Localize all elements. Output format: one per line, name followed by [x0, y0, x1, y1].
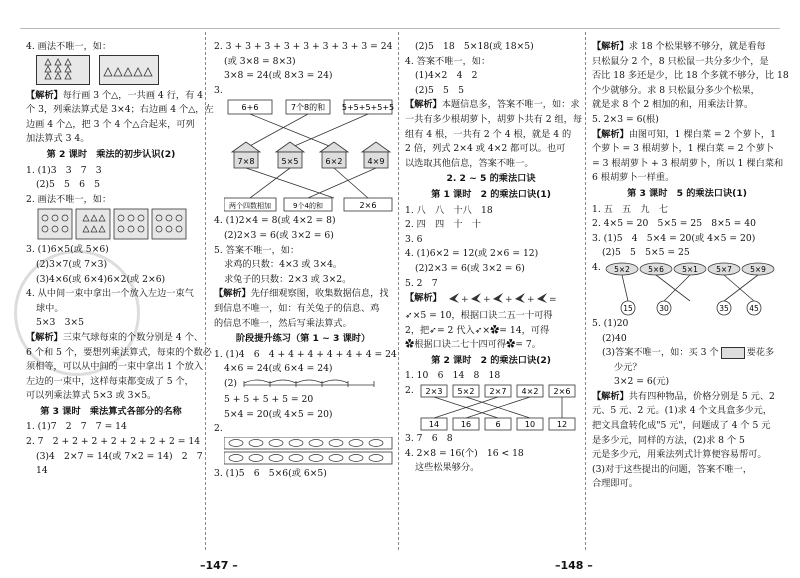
answer-line: (2)3×7(或 7×3): [36, 258, 108, 270]
section-title: 第 2 课时 乘法的初步认识(2): [46, 148, 176, 160]
analysis-text: 6 个和 5 个，要想列乘法算式，每束的个数必: [26, 346, 212, 358]
analysis-text: (3)对于这些提出的问题，答案不唯一，: [592, 463, 753, 475]
match-label: 2×6: [553, 387, 571, 397]
answer-line: 求兔子的只数：2×3 或 3×2。: [224, 273, 352, 285]
lotus-label: 5×2: [613, 264, 630, 274]
answer-line: (2)2×3 = 6(或 3×2 = 6): [415, 262, 525, 274]
analysis-tag: 【解析】: [405, 292, 442, 304]
analysis-text: 求 18 个松果够不够分，就是看每: [628, 41, 766, 52]
analysis-text: 以选取其他信息，答案不唯一。: [405, 157, 534, 169]
answer-line: 3. (1)5 6 5×6(或 6×5): [214, 467, 327, 479]
answer-line: 1. 10 6 14 8 18: [405, 370, 501, 382]
analysis-text: 三束气球每束的个数分别是 4 个、: [62, 331, 204, 343]
triangle-grid-icon: [37, 56, 89, 84]
bubble-label: 45: [748, 303, 759, 313]
analysis-text: = 14，可得: [499, 324, 550, 336]
match-label: 14: [428, 420, 439, 430]
column-4: [592, 40, 789, 492]
shell-icon: ✿: [405, 339, 415, 351]
answer-line: (2): [224, 377, 238, 389]
house-label: 5×5: [281, 157, 299, 167]
svg-text:=: =: [548, 295, 557, 306]
match-label: 4×2: [521, 387, 539, 397]
answer-line: (1)4×2 4 2: [415, 70, 478, 82]
analysis-text: 元是多少元，用乘法列式计算便容易帮可。: [592, 449, 767, 461]
shell-icon: ✿: [490, 324, 500, 336]
column-2: [214, 40, 397, 481]
answer-line: (3)4×6(或 6×4)6×2(或 2×6): [36, 273, 166, 285]
section-title: 第 3 课时 乘法算式各部分的名称: [40, 405, 182, 417]
analysis-text: 2，把: [405, 324, 430, 336]
analysis-tag: 【解析】: [405, 99, 442, 111]
analysis-text: 加法算式 3 4。: [26, 133, 90, 145]
circle-rows-icon: [224, 437, 394, 465]
house-icons: [232, 142, 390, 168]
pencil-case-icon: [721, 347, 745, 359]
answer-line: (3)4 2×7 = 14(或 7×2 = 14) 2 7: [36, 450, 203, 462]
analysis-tag: 【解析】: [26, 331, 63, 343]
analysis-text: 个 3，列乘法算式是 3×4；右边画 4 个△，左: [26, 104, 214, 116]
answer-line: (或 3×8 = 8×3): [224, 55, 296, 67]
analysis-text: 根据口诀二七十四可得: [414, 339, 507, 351]
answer-line: 4×6 = 24(或 6×4 = 24): [224, 363, 333, 375]
svg-text:+: +: [526, 295, 535, 306]
answer-line: 1. (1)7 2 7 7 = 14: [26, 421, 127, 433]
lotus-label: 5×9: [749, 264, 766, 274]
analysis-text: 是多少元，同样的方法，(2)求 8 个 5: [592, 434, 745, 446]
answer-line: 5×3 3×5: [36, 317, 84, 329]
match-label: 5+5+5+5+5: [341, 103, 394, 113]
analysis-text: 2 倍，列式 2×4 或 4×2 都可以。也可: [405, 143, 566, 155]
answer-line: 2. 四 四 十 十: [405, 219, 481, 231]
fish-bubbles: [621, 301, 761, 315]
bubble-label: 15: [622, 303, 633, 313]
answer-line: (2)5 5 6 5: [36, 179, 100, 191]
analysis-text: 合理即可。: [592, 478, 638, 490]
section-title: 2. 2 ~ 5 的乘法口诀: [446, 173, 536, 185]
answer-line: (2)2×3 = 6(或 3×2 = 6): [224, 229, 334, 241]
analysis-tag: 【解析】: [592, 390, 629, 402]
analysis-text: 一共有多少根胡萝卜，胡萝卜共有 2 组，每: [405, 113, 583, 125]
lotus-label: 5×6: [647, 264, 664, 274]
answer-line: (3)答案不唯一，如：买 3 个: [602, 347, 719, 359]
answer-line: 14: [36, 465, 48, 477]
match-label: 2×6: [359, 201, 377, 211]
grouped-shapes-icon: [36, 207, 196, 241]
match-label: 两个四数相加: [229, 202, 271, 211]
circle-rows: [214, 437, 392, 467]
answer-line: 3. (1)6×5(或 5×6): [26, 244, 109, 256]
match-label: 12: [556, 420, 567, 430]
circle-figures: [26, 207, 196, 243]
answer-line: 4. 2×8 = 16(个) 16 < 18: [405, 447, 524, 459]
answer-line: 2.: [405, 385, 414, 397]
answer-line: 2. 7 2 + 2 + 2 + 2 + 2 + 2 + 2 = 14: [26, 436, 201, 448]
analysis-text: 由图可知，1 棵白菜 = 2 个萝卜，1: [628, 128, 776, 140]
analysis-text: 须相等，可以从中间的一束中拿出 1 个放入: [26, 361, 204, 373]
svg-text:+: +: [482, 295, 491, 306]
answer-line: 这些松果够分。: [415, 462, 480, 474]
triangle-row-box: [99, 55, 159, 85]
match-label: 16: [460, 420, 471, 430]
analysis-tag: 【解析】: [592, 41, 629, 52]
analysis-text: 本题信息多，答案不唯一，如：求: [441, 99, 580, 111]
analysis-text: 6 根胡萝卜一样重。: [592, 172, 675, 184]
answer-line: 2. 3 + 3 + 3 + 3 + 3 + 3 + 3 + 3 = 24: [214, 41, 393, 52]
bubble-label: 35: [718, 303, 729, 313]
analysis-text: 否比 18 多还是少，比 18 个多就不够分，比 18: [592, 70, 789, 82]
swallow-birds-icon: [445, 291, 565, 305]
bubble-label: 30: [658, 303, 669, 313]
house-label: 6×2: [325, 157, 343, 167]
house-label: 4×9: [367, 157, 385, 167]
analysis-text: 到信息不唯一，如：有关兔子的信息、鸡: [214, 302, 380, 314]
column-divider: [398, 32, 399, 550]
house-label: 7×8: [237, 157, 255, 167]
analysis-text: 每行画 3 个△，一共画 4 行，有 4: [62, 89, 204, 101]
analysis-text: ×: [482, 324, 491, 336]
answer-line: 4. (1)2×4 = 8(或 4×2 = 8): [214, 215, 336, 227]
match-label: 9个4的和: [293, 202, 323, 211]
column-divider: [585, 32, 586, 550]
answer-line: 2.: [214, 423, 223, 435]
section-title: 第 3 课时 5 的乘法口诀(1): [627, 187, 747, 199]
triangle-row-icon: [100, 56, 158, 84]
analysis-text: ×5 = 10，根据口诀二五一十可得: [412, 310, 553, 322]
answer-line: (2)5 5 5×5 = 25: [602, 247, 690, 259]
analysis-text: 先仔细观察图，收集数据信息，找: [250, 288, 389, 300]
page-number-left: –147 –: [200, 559, 238, 572]
section-title: 第 2 课时 2 的乘法口诀(2): [431, 354, 551, 366]
match-label: 2×3: [425, 387, 443, 397]
analysis-text: 把文具盒转化成"5 元"，问题成了 4 个 5 元: [592, 420, 771, 432]
analysis-text: 组有 4 根，一共有 2 个 4 根，就是 4 的: [405, 128, 572, 140]
analysis-text: 个少就够分。求 8 只松鼠分多少个松果，: [592, 84, 760, 96]
shell-icon: ✿: [506, 339, 516, 351]
answer-line: 1. 八 八 十八 18: [405, 204, 493, 216]
answer-line: 求鸡的只数：4×3 或 3×4。: [224, 259, 343, 271]
answer-line: 4.: [592, 261, 601, 273]
section-title: 阶段提升练习（第 1 ~ 3 课时）: [235, 333, 371, 345]
match-label: 2×7: [489, 387, 507, 397]
analysis-text: 个萝卜 = 3 根胡萝卜，1 棵白菜 = 2 个萝卜: [592, 143, 774, 155]
analysis-text: 可以列乘法算式 5×3 或 3×5。: [26, 390, 157, 402]
match-label: 6: [495, 420, 501, 430]
column-divider: [205, 32, 206, 550]
answer-line: 5×4 = 20(或 4×5 = 20): [224, 408, 333, 420]
answer-line: (2)5 18 5×18(或 18×5): [415, 41, 534, 52]
matching-diagram: [405, 384, 577, 432]
analysis-text: = 3 根胡萝卜 + 3 根胡萝卜，所以 1 棵白菜和: [592, 157, 784, 169]
answer-line: 5. 答案不唯一，如：: [214, 244, 300, 256]
matching-lines-diagram-2: [417, 384, 577, 432]
analysis-text: = 7。: [515, 339, 541, 351]
answer-line: 少元？: [614, 361, 642, 373]
page-number-right: –148 –: [555, 559, 593, 572]
svg-text:+: +: [460, 295, 469, 306]
analysis-text: 左边的一束中，这样每束都变成了 5 个，: [26, 375, 194, 387]
svg-text:+: +: [504, 295, 513, 306]
answer-line: 1. 五 五 九 七: [592, 203, 668, 215]
answer-line: 3.: [214, 84, 223, 96]
analysis-text: 元、5 元、2 元。(1)求 4 个文具盒多少元，: [592, 405, 773, 417]
match-label: 5×2: [457, 387, 475, 397]
answer-line: 3. 7 6 8: [405, 433, 453, 445]
triangle-grid-box: [36, 55, 90, 85]
column-1: [26, 40, 214, 479]
answer-line: 5. (1)20: [592, 317, 629, 329]
answer-line: 2. 4×5 = 20 5×5 = 25 8×5 = 40: [592, 218, 756, 230]
section-title: 第 1 课时 2 的乘法口诀(1): [431, 188, 551, 200]
analysis-tag: 【解析】: [26, 89, 63, 101]
answer-line: (2)5 5 5: [415, 84, 464, 96]
analysis-text: 共有四种物品，价格分别是 5 元、2: [628, 390, 775, 402]
answer-line: 3×8 = 24(或 8×3 = 24): [224, 70, 333, 82]
triangle-figures: [26, 55, 196, 89]
match-label: 10: [524, 420, 535, 430]
analysis-text: 只松鼠分 2 个，8 只松鼠一共分多少个，是: [592, 55, 769, 67]
answer-line: 5. 2 7: [405, 277, 438, 289]
answer-line: 5 + 5 + 5 + 5 = 20: [224, 393, 314, 405]
swallow-icon: ➶: [474, 324, 483, 336]
answer-line: 4. 从中间一束中拿出一个放入左边一束气: [26, 288, 194, 300]
lotus-matching: [592, 261, 782, 317]
analysis-text: 的信息不唯一，然后写乘法算式。: [214, 317, 352, 329]
match-label: 7个8的和: [290, 103, 326, 113]
page-top-rule: [20, 28, 780, 29]
answer-line: 球中。: [36, 302, 64, 314]
analysis-text: 边画 4 个△，把 3 个 4 个△合起来，可列: [26, 118, 195, 130]
analysis-text: = 2 代入: [436, 324, 475, 336]
answer-line: 4. 答案不唯一，如：: [405, 55, 491, 67]
answer-line: 4. 画法不唯一，如：: [26, 41, 112, 52]
answer-line: 3×2 = 6(元): [614, 376, 670, 388]
match-label: 6+6: [241, 103, 259, 113]
swallow-icon: ➶: [429, 324, 437, 336]
lotus-label: 5×1: [681, 264, 698, 274]
answer-line: (2)40: [602, 332, 627, 344]
lotus-label: 5×7: [715, 264, 732, 274]
analysis-text: 就是求 8 个 2 相加的和，用乘法计算。: [592, 99, 754, 111]
answer-line: 3. (1)5 4 5×4 = 20(或 4×5 = 20): [592, 232, 756, 244]
lotus-matching-diagram: [604, 261, 776, 317]
analysis-tag: 【解析】: [592, 128, 629, 140]
swallow-icon: ➶: [405, 310, 413, 322]
analysis-tag: 【解析】: [214, 288, 251, 300]
answer-line: 要花多: [746, 347, 775, 359]
answer-line: 4. (1)6×2 = 12(或 2×6 = 12): [405, 248, 539, 260]
answer-line: 1. (1)3 3 7 3: [26, 164, 102, 176]
column-3: [405, 40, 583, 476]
matching-lines-diagram: [224, 98, 394, 212]
number-line-icon: [240, 377, 380, 389]
answer-line: 5. 2×3 = 6(根): [592, 113, 659, 125]
answer-line: 2. 画法不唯一，如：: [26, 193, 112, 205]
answer-line: 1. (1)4 6 4 + 4 + 4 + 4 + 4 + 4 = 24: [214, 348, 397, 360]
answer-line: 3. 6: [405, 233, 423, 245]
matching-diagram: [214, 98, 392, 214]
